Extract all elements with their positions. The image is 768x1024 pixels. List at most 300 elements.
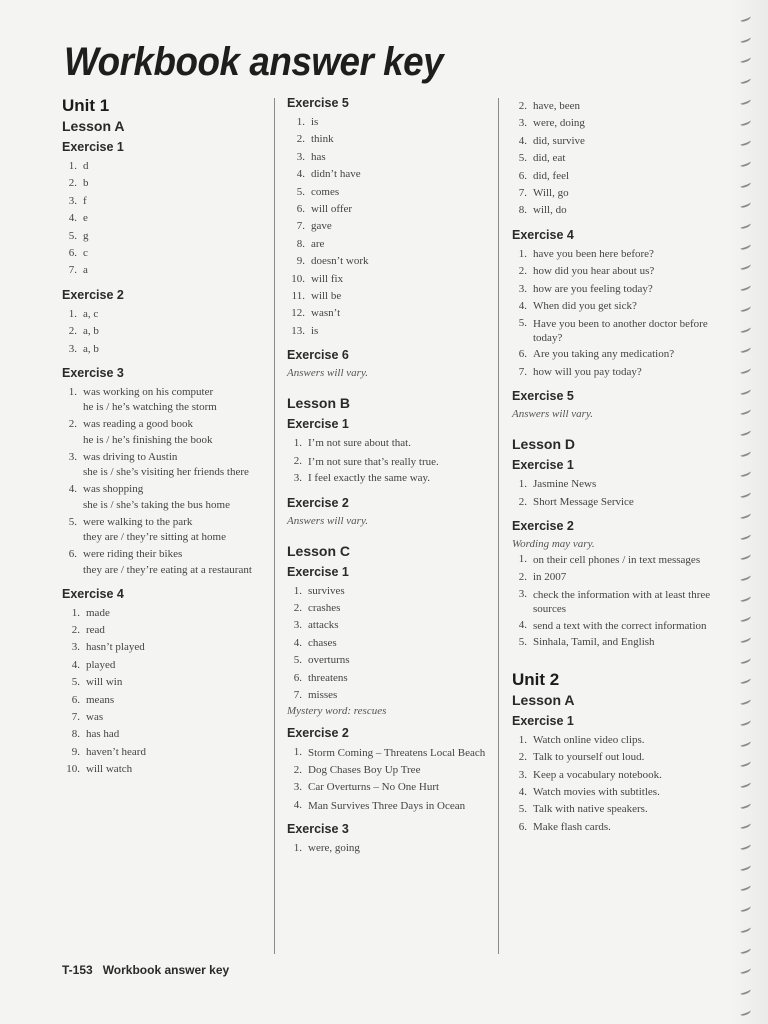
answer-text	[308, 635, 492, 652]
answer-item	[62, 175, 267, 192]
answer-text	[533, 298, 727, 315]
answer-item	[287, 617, 492, 634]
answer-number: 1.	[68, 160, 77, 172]
answer-item	[62, 514, 267, 546]
spiral-ring	[739, 967, 751, 975]
answer-main: f	[83, 194, 87, 207]
answer-text	[308, 435, 492, 452]
answer-subline: she is / she’s taking the bus home	[83, 498, 230, 511]
answer-item	[512, 202, 727, 219]
answer-text	[533, 617, 727, 634]
answer-main: b	[83, 177, 89, 190]
exercise-heading: Exercise 1	[512, 713, 574, 728]
answer-item	[62, 481, 267, 513]
spiral-ring	[739, 159, 751, 167]
answer-item	[287, 184, 492, 201]
answer-number: 3.	[518, 587, 527, 600]
answer-text	[311, 166, 492, 183]
answer-list	[287, 435, 492, 487]
answer-main: When did you get sick?	[533, 300, 637, 313]
page-title: Workbook answer key	[64, 40, 444, 84]
answer-text	[86, 744, 267, 761]
answer-item	[287, 166, 492, 183]
answer-text	[533, 315, 727, 346]
answer-number: 2.	[68, 418, 77, 431]
answer-main: were, doing	[533, 117, 585, 130]
answer-text	[308, 779, 492, 796]
answer-text	[83, 416, 267, 448]
answer-item	[287, 201, 492, 218]
answer-text	[308, 453, 492, 470]
answer-text	[533, 115, 727, 132]
spiral-ring	[739, 739, 751, 747]
exercise-section	[62, 288, 267, 358]
answer-number: 6.	[296, 203, 305, 216]
answer-main: in 2007	[533, 570, 567, 583]
answer-text	[83, 262, 267, 279]
answer-main: send a text with the correct information	[533, 619, 707, 632]
answer-number: 5.	[518, 803, 527, 816]
answer-main: played	[86, 658, 116, 671]
spiral-ring	[739, 677, 751, 685]
spiral-ring	[739, 263, 751, 271]
answer-number: 10.	[291, 272, 305, 285]
answer-item	[512, 767, 727, 784]
answer-main: Talk with native speakers.	[533, 803, 648, 816]
answer-number: 5.	[293, 654, 302, 667]
exercise-section	[287, 417, 492, 487]
answer-text	[83, 306, 267, 323]
spiral-ring	[739, 304, 751, 312]
answer-text	[83, 449, 267, 481]
answer-main: survives	[308, 584, 345, 597]
answer-item	[287, 305, 492, 322]
answer-item	[287, 236, 492, 253]
answer-number: 9.	[296, 255, 305, 268]
spiral-ring	[739, 905, 751, 913]
answer-list	[62, 306, 267, 358]
answer-text	[533, 246, 727, 263]
answer-item	[62, 228, 267, 245]
exercise-section	[512, 389, 727, 421]
answer-item	[512, 364, 727, 381]
answer-item	[62, 761, 267, 778]
spiral-ring	[739, 221, 751, 229]
answer-text	[533, 819, 727, 836]
answer-text	[86, 761, 267, 778]
answer-main: check the information with at least three sources	[533, 588, 711, 615]
answer-number: 6.	[68, 247, 77, 260]
answer-text	[308, 687, 492, 704]
answer-number: 5.	[71, 676, 80, 689]
answer-item	[512, 569, 727, 586]
answer-item	[62, 709, 267, 726]
spiral-binding	[740, 12, 754, 1012]
answer-main: Watch online video clips.	[533, 733, 645, 746]
answer-item	[512, 246, 727, 263]
exercise-section	[512, 519, 727, 652]
answer-text	[533, 586, 727, 617]
spiral-ring	[739, 615, 751, 623]
answer-list	[287, 840, 492, 857]
answer-main: Talk to yourself out loud.	[533, 751, 645, 764]
answer-item	[287, 271, 492, 288]
answer-number: 1.	[296, 116, 305, 128]
answer-main: on their cell phones / in text messages	[533, 554, 701, 567]
answer-main: haven’t heard	[86, 745, 146, 758]
spiral-ring	[739, 470, 751, 478]
answer-item	[287, 114, 492, 131]
unit-heading: Unit 1	[62, 96, 110, 115]
column-3	[512, 96, 727, 844]
answer-number: 1.	[293, 841, 302, 854]
answer-number: 1.	[518, 478, 527, 491]
answer-number: 11.	[291, 290, 305, 303]
answer-main: did, eat	[533, 152, 566, 165]
answer-list	[62, 158, 267, 280]
page-number: T-153	[62, 963, 93, 977]
answer-main: a, b	[83, 342, 99, 355]
answer-text	[533, 476, 727, 493]
answer-main: Sinhala, Tamil, and English	[533, 636, 655, 649]
exercise-section	[287, 96, 492, 340]
spiral-ring	[739, 987, 751, 995]
answer-number: 3.	[71, 641, 80, 654]
answer-main: didn’t have	[311, 168, 361, 181]
answer-main: did, survive	[533, 134, 585, 147]
answer-main: Have you been to another doctor before today?	[533, 318, 708, 345]
answer-main: will win	[86, 676, 123, 689]
answer-subline: he is / he’s watching the storm	[83, 401, 217, 414]
answer-number: 6.	[518, 820, 527, 833]
answer-list	[512, 476, 727, 511]
answer-main: has	[311, 150, 326, 163]
answer-main: did, feel	[533, 169, 570, 182]
answer-number: 1.	[71, 606, 80, 619]
answer-item	[287, 253, 492, 270]
answer-number: 4.	[296, 168, 305, 181]
answer-main: Dog Chases Boy Up Tree	[308, 763, 421, 776]
answer-number: 1.	[293, 746, 302, 759]
exercise-heading: Exercise 1	[287, 417, 349, 432]
answer-main: made	[86, 606, 110, 619]
answer-main: was reading a good book	[83, 418, 193, 431]
answer-main: Will, go	[533, 187, 569, 200]
answer-main: overturns	[308, 654, 350, 667]
answer-number: 3.	[518, 768, 527, 781]
answer-main: gave	[311, 220, 332, 233]
answer-number: 1.	[518, 733, 527, 746]
answer-text	[311, 236, 492, 253]
answer-text	[86, 709, 267, 726]
answer-main: doesn’t work	[311, 255, 369, 268]
answer-item	[512, 168, 727, 185]
answer-item	[62, 384, 267, 416]
answer-item	[512, 346, 727, 363]
answer-number: 5.	[296, 185, 305, 198]
answer-item	[512, 634, 727, 651]
spiral-ring	[739, 491, 751, 499]
answer-list	[62, 384, 267, 578]
answer-item	[512, 551, 727, 568]
lesson-heading: Lesson D	[512, 436, 576, 453]
answer-text	[83, 245, 267, 262]
answer-number: 7.	[293, 688, 302, 701]
answer-text	[311, 114, 492, 131]
spiral-ring	[739, 718, 751, 726]
answer-text	[533, 133, 727, 150]
answer-text	[86, 674, 267, 691]
answer-main: a, b	[83, 325, 99, 338]
exercise-section	[62, 140, 267, 280]
answer-item	[512, 298, 727, 315]
answer-number: 12.	[291, 307, 305, 320]
answer-number: 2.	[71, 623, 80, 636]
column-divider	[498, 98, 499, 954]
answer-item	[512, 494, 727, 511]
spiral-ring	[739, 325, 751, 333]
answer-text	[308, 600, 492, 617]
answer-item	[287, 131, 492, 148]
answer-number: 7.	[518, 365, 527, 378]
answer-main: was working on his computer	[83, 386, 214, 399]
answer-text	[83, 175, 267, 192]
exercise-heading: Exercise 2	[62, 287, 124, 302]
exercise-section	[62, 366, 267, 578]
answer-text	[533, 281, 727, 298]
answer-main: think	[311, 133, 334, 146]
answer-text	[83, 341, 267, 358]
answer-number: 5.	[68, 229, 77, 242]
answer-text	[86, 639, 267, 656]
answer-main: hasn’t played	[86, 641, 145, 654]
spiral-ring	[739, 366, 751, 374]
answer-item	[287, 840, 492, 857]
answer-main: will, do	[533, 204, 567, 217]
column-divider	[274, 98, 275, 954]
exercise-heading: Exercise 4	[512, 227, 574, 242]
answer-item	[62, 193, 267, 210]
answer-note: Answers will vary.	[512, 408, 593, 421]
exercise-heading: Exercise 5	[287, 96, 349, 110]
answer-main: d	[83, 160, 89, 172]
exercise-heading: Exercise 3	[62, 366, 124, 381]
answer-text	[311, 288, 492, 305]
answer-main: will watch	[86, 763, 133, 776]
answer-item	[287, 779, 492, 796]
spiral-ring	[739, 511, 751, 519]
spiral-ring	[739, 242, 751, 250]
answer-text	[311, 323, 492, 340]
answer-item	[62, 306, 267, 323]
answer-item	[287, 453, 492, 470]
spiral-ring	[739, 842, 751, 850]
answer-number: 4.	[68, 483, 77, 496]
answer-item	[62, 262, 267, 279]
answer-main: Keep a vocabulary notebook.	[533, 768, 662, 781]
unit-heading: Unit 2	[512, 669, 560, 689]
exercise-section	[287, 822, 492, 857]
answer-main: c	[83, 247, 88, 260]
answer-text	[533, 263, 727, 280]
answer-text	[308, 470, 492, 487]
answer-number: 4.	[518, 618, 527, 631]
answer-main: will offer	[311, 203, 353, 216]
answer-number: 2.	[296, 133, 305, 146]
answer-item	[62, 622, 267, 639]
answer-main: is	[311, 116, 319, 128]
answer-item	[287, 149, 492, 166]
spiral-ring	[739, 573, 751, 581]
answer-main: Man Survives Three Days in Ocean	[308, 799, 466, 812]
spiral-ring	[739, 77, 751, 85]
answer-item	[512, 586, 727, 617]
spiral-ring	[739, 698, 751, 706]
answer-main: misses	[308, 688, 338, 701]
exercise-heading: Exercise 1	[62, 140, 124, 154]
answer-text	[308, 797, 492, 814]
answer-text	[308, 670, 492, 687]
spiral-ring	[739, 139, 751, 147]
answer-text	[308, 840, 492, 857]
answer-main: wasn’t	[311, 307, 341, 320]
exercise-heading: Exercise 5	[512, 389, 574, 404]
answer-item	[512, 98, 727, 115]
answer-main: were, going	[308, 841, 360, 854]
answer-main: are	[311, 237, 325, 250]
exercise-section	[62, 587, 267, 779]
answer-main: Watch movies with subtitles.	[533, 785, 660, 798]
column-2	[287, 96, 492, 865]
answer-text	[86, 622, 267, 639]
spiral-ring	[739, 594, 751, 602]
answer-number: 3.	[296, 150, 305, 163]
answer-number: 6.	[68, 548, 77, 561]
spiral-ring	[739, 346, 751, 354]
answer-main: Short Message Service	[533, 495, 634, 508]
answer-text	[83, 158, 267, 175]
answer-main: Are you taking any medication?	[533, 348, 675, 361]
answer-item	[287, 600, 492, 617]
answer-subline: they are / they’re sitting at home	[83, 531, 226, 544]
answer-main: will be	[311, 290, 342, 303]
answer-text	[311, 201, 492, 218]
answer-number: 8.	[518, 204, 527, 217]
answer-text	[83, 210, 267, 227]
answer-number: 7.	[518, 187, 527, 200]
answer-number: 4.	[293, 636, 302, 649]
answer-item	[62, 341, 267, 358]
answer-item	[512, 315, 727, 346]
answer-item	[62, 605, 267, 622]
answer-number: 5.	[518, 152, 527, 165]
answer-main: means	[86, 693, 115, 706]
answer-note: Answers will vary.	[287, 367, 368, 380]
answer-main: comes	[311, 185, 340, 198]
answer-text	[533, 364, 727, 381]
answer-text	[308, 583, 492, 600]
answer-subline: they are / they’re eating at a restaurant	[83, 563, 252, 576]
spiral-ring	[739, 408, 751, 416]
spiral-ring	[739, 635, 751, 643]
answer-main: chases	[308, 636, 337, 649]
answer-main: Storm Coming – Threatens Local Beach	[308, 747, 486, 760]
answer-main: how did you hear about us?	[533, 265, 655, 278]
answer-text	[533, 551, 727, 568]
answer-text	[83, 481, 267, 513]
answer-number: 7.	[68, 264, 77, 277]
answer-number: 2.	[293, 601, 302, 614]
answer-number: 2.	[518, 100, 527, 112]
answer-list	[512, 98, 727, 220]
answer-number: 3.	[518, 117, 527, 130]
answer-text	[86, 726, 267, 743]
answer-item	[512, 263, 727, 280]
exercise-heading: Exercise 3	[287, 821, 349, 836]
answer-item	[287, 583, 492, 600]
answer-item	[512, 476, 727, 493]
answer-item	[512, 784, 727, 801]
answer-item	[512, 281, 727, 298]
answer-number: 10.	[66, 763, 80, 776]
answer-item	[512, 801, 727, 818]
answer-number: 4.	[518, 134, 527, 147]
answer-text	[533, 185, 727, 202]
answer-number: 13.	[291, 324, 305, 337]
answer-main: how will you pay today?	[533, 365, 642, 378]
answer-text	[83, 514, 267, 546]
answer-text	[533, 767, 727, 784]
answer-text	[533, 732, 727, 749]
answer-main: I feel exactly the same way.	[308, 472, 431, 485]
answer-text	[533, 98, 727, 115]
exercise-section	[512, 228, 727, 381]
spiral-ring	[739, 553, 751, 561]
answer-text	[533, 150, 727, 167]
answer-number: 6.	[71, 693, 80, 706]
lesson-heading: Lesson C	[287, 542, 351, 559]
spiral-ring	[739, 946, 751, 954]
mystery-word-note: Mystery word: rescues	[287, 705, 387, 718]
exercise-section	[287, 565, 492, 719]
answer-item	[287, 218, 492, 235]
answer-item	[62, 158, 267, 175]
answer-main: Make flash cards.	[533, 820, 611, 833]
answer-text	[83, 546, 267, 578]
answer-item	[287, 797, 492, 814]
answer-number: 3.	[293, 619, 302, 632]
answer-text	[308, 762, 492, 779]
answer-number: 5.	[68, 515, 77, 528]
spiral-ring	[739, 801, 751, 809]
answer-item	[512, 732, 727, 749]
answer-item	[62, 744, 267, 761]
page-footer	[62, 963, 229, 977]
answer-text	[533, 168, 727, 185]
answer-number: 3.	[293, 781, 302, 794]
answer-item	[62, 639, 267, 656]
answer-number: 3.	[68, 194, 77, 207]
answer-number: 1.	[68, 386, 77, 399]
answer-text	[86, 692, 267, 709]
answer-text	[311, 218, 492, 235]
answer-item	[287, 435, 492, 452]
exercise-heading: Exercise 2	[287, 495, 349, 510]
answer-text	[308, 652, 492, 669]
answer-text	[311, 184, 492, 201]
exercise-section	[287, 726, 492, 814]
answer-item	[512, 819, 727, 836]
